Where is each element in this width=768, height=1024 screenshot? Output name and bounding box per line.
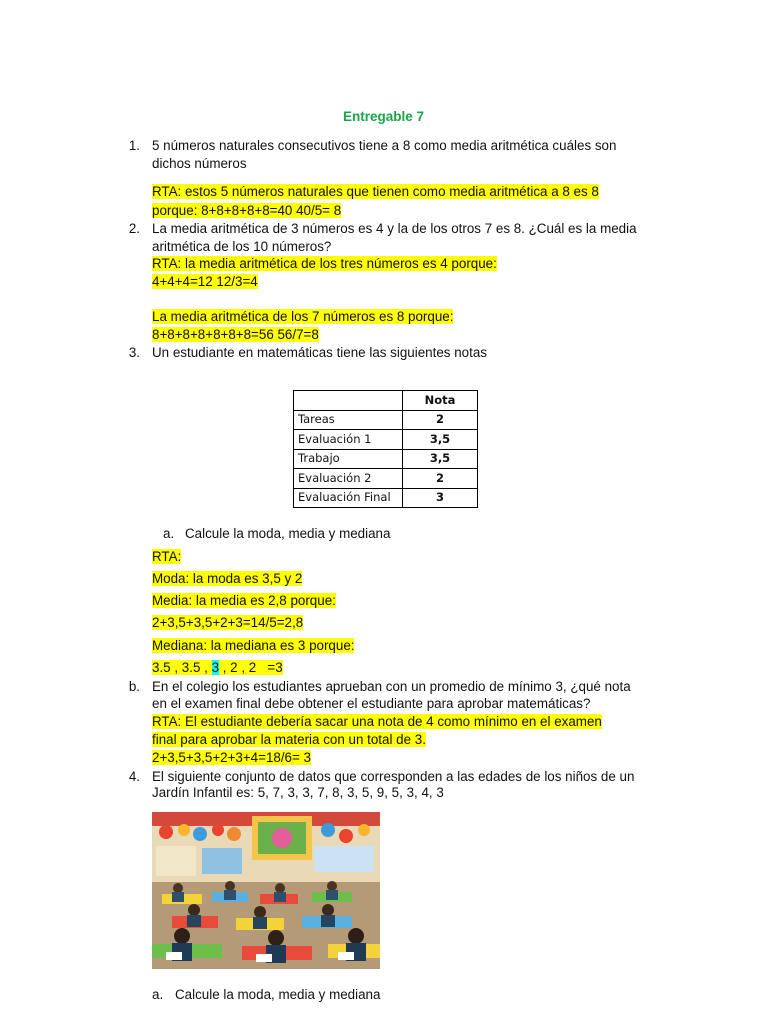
table-cell-label: Trabajo	[294, 449, 403, 469]
q3a-rta: RTA:	[152, 549, 182, 564]
table-cell-label: Tareas	[294, 410, 403, 430]
q4-text-line2: Jardín Infantil es: 5, 7, 3, 3, 7, 8, 3, 5, 9, 5, 3, 4, 3	[152, 785, 444, 800]
table-cell-label: Evaluación Final	[294, 488, 403, 508]
q2-answer-line4: 8+8+8+8+8+8+8=56 56/7=8	[152, 327, 319, 342]
q3a-mediana: Mediana: la mediana es 3 porque:	[152, 638, 355, 653]
q4a-text: Calcule la moda, media y mediana	[175, 987, 381, 1002]
table-header-empty	[294, 391, 403, 411]
q2-text-line1: La media aritmética de 3 números es 4 y la de los otros 7 es 8. ¿Cuál es la media	[152, 221, 637, 236]
table-row	[294, 469, 478, 489]
q1-answer-line1: RTA: estos 5 números naturales que tienen como media aritmética a 8 es 8	[152, 184, 599, 199]
grades-table	[293, 390, 478, 508]
q2-number: 2.	[128, 221, 140, 236]
q3a-label: a.	[163, 526, 175, 541]
q3b-answer-line2: final para aprobar la materia con un total de 3.	[152, 732, 426, 747]
q3a-media-calc: 2+3,5+3,5+2+3=14/5=2,8	[152, 615, 304, 630]
table-cell-value: 3,5	[403, 449, 478, 469]
q1-answer-line2: porque: 8+8+8+8+8=40 40/5= 8	[152, 203, 342, 218]
q3a-moda: Moda: la moda es 3,5 y 2	[152, 571, 303, 586]
q3-text-line1: Un estudiante en matemáticas tiene las siguientes notas	[152, 345, 487, 360]
q1-text-line2: dichos números	[152, 156, 247, 171]
q3b-answer-line1: RTA: El estudiante debería sacar una nota de 4 como mínimo en el examen	[152, 714, 602, 729]
q3b-label: b.	[128, 679, 140, 694]
q3a-mediana-pre: 3.5 , 3.5 ,	[152, 660, 212, 675]
page-title: Entregable 7	[343, 109, 425, 124]
q2-text-line2: aritmética de los 10 números?	[152, 239, 332, 254]
table-row	[294, 410, 478, 430]
table-row	[294, 430, 478, 450]
q3a-media: Media: la media es 2,8 porque:	[152, 593, 336, 608]
q4-number: 4.	[128, 769, 140, 784]
q1-text-line1: 5 números naturales consecutivos tiene a 8 como media aritmética cuáles son	[152, 138, 617, 153]
q3a-mediana-calc	[152, 659, 283, 677]
table-cell-label: Evaluación 2	[294, 469, 403, 489]
table-cell-value: 2	[403, 469, 478, 489]
q3-number: 3.	[128, 345, 140, 360]
table-cell-value: 3	[403, 488, 478, 508]
q2-answer-line2: 4+4+4=12 12/3=4	[152, 274, 258, 289]
q1-number: 1.	[128, 138, 140, 153]
q2-answer-line3: La media aritmética de los 7 números es 8 porque:	[152, 309, 454, 324]
table-cell-label: Evaluación 1	[294, 430, 403, 450]
table-cell-value: 3,5	[403, 430, 478, 450]
table-row	[294, 449, 478, 469]
q3a-text: Calcule la moda, media y mediana	[185, 526, 391, 541]
table-header-nota: Nota	[403, 391, 478, 411]
q3b-answer-line3: 2+3,5+3,5+2+3+4=18/6= 3	[152, 750, 311, 765]
q4a-label: a.	[152, 987, 164, 1002]
table-header-row	[294, 391, 478, 411]
q3a-mediana-middle: 3	[211, 660, 220, 675]
q4-text-line1: El siguiente conjunto de datos que corresponden a las edades de los niños de un	[152, 769, 635, 784]
classroom-illustration	[152, 812, 380, 969]
q2-answer-line1: RTA: la media aritmética de los tres números es 4 porque:	[152, 256, 497, 271]
classroom-photo	[152, 812, 380, 969]
q3b-text-line2: en el examen final debe obtener el estudiante para aprobar matemáticas?	[152, 696, 591, 711]
table-row	[294, 488, 478, 508]
q3b-text-line1: En el colegio los estudiantes aprueban con un promedio de mínimo 3, ¿qué nota	[152, 679, 631, 694]
table-cell-value: 2	[403, 410, 478, 430]
q3a-mediana-post: , 2 , 2 =3	[219, 660, 283, 675]
